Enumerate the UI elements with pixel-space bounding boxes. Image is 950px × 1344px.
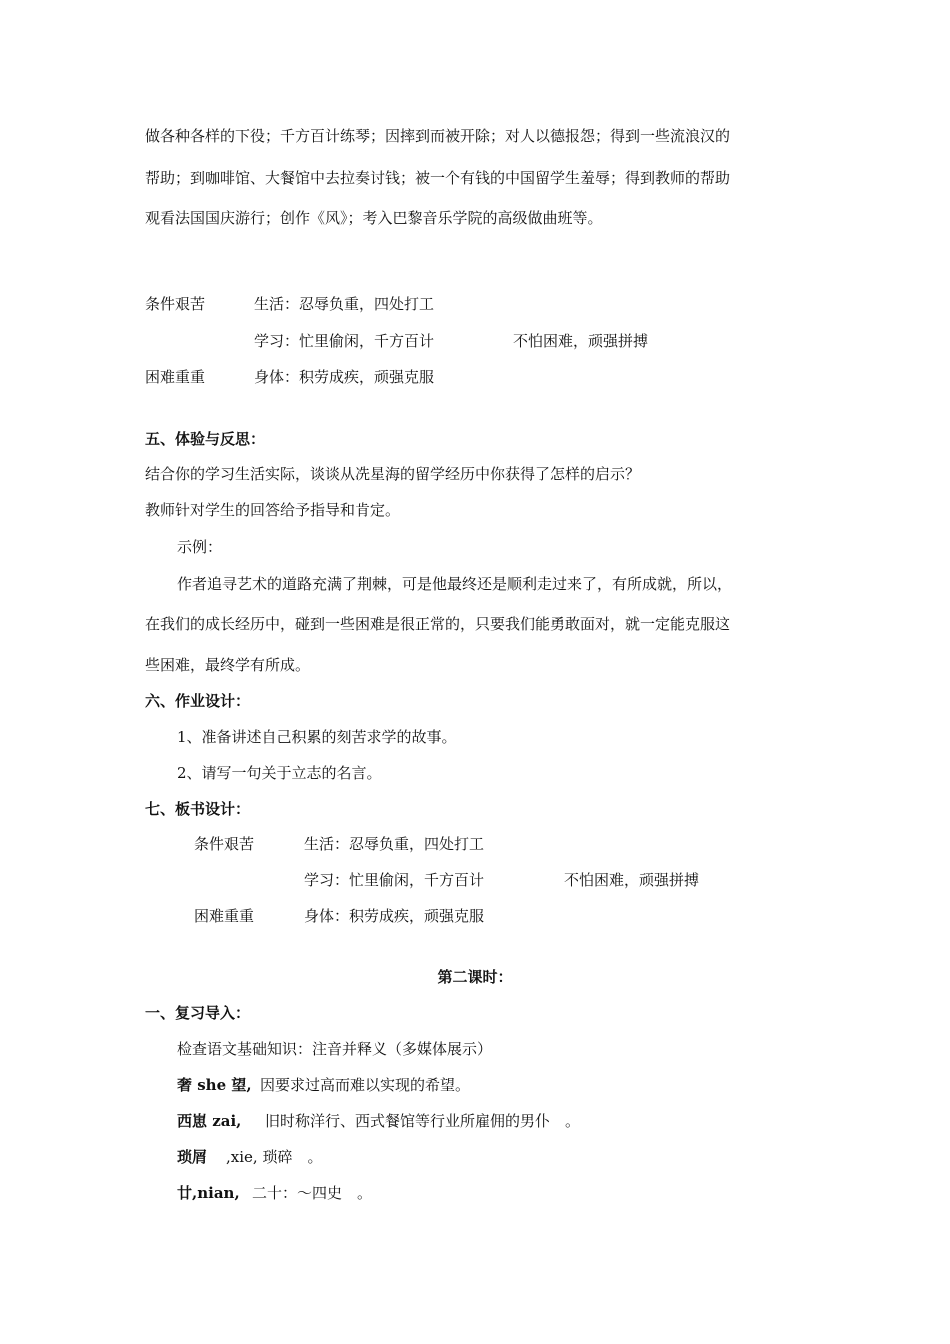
board1-condition-label: 条件艰苦 xyxy=(145,295,206,313)
vocab-term-2: 西崽 zai, xyxy=(177,1112,242,1130)
intro-line-1: 做各种各样的下役；千方百计练琴；因摔到而被开除；对人以德报怨；得到一些流浪汉的 xyxy=(145,127,731,145)
board2-difficulty-label: 困难重重 xyxy=(194,907,255,925)
board1-life: 生活：忍辱负重，四处打工 xyxy=(254,295,435,313)
vocab-def-4: 二十：～四史 。 xyxy=(252,1184,373,1202)
section5-example-label: 示例： xyxy=(177,538,223,556)
vocab-term-3: 琐屑 xyxy=(177,1148,208,1166)
section6-title: 六、作业设计： xyxy=(145,692,251,710)
lesson2-heading: 第二课时： xyxy=(437,968,513,986)
board1-difficulty-label: 困难重重 xyxy=(145,368,206,386)
vocab-def-3: ,xie, 琐碎 。 xyxy=(226,1148,323,1166)
section6-item-2: 2、请写一句关于立志的名言。 xyxy=(177,764,382,782)
section5-example-line-2: 在我们的成长经历中，碰到一些困难是很正常的，只要我们能勇敢面对，就一定能克服这 xyxy=(145,615,731,633)
vocab-term-4: 廿,nian, xyxy=(177,1184,240,1202)
board2-life: 生活：忍辱负重，四处打工 xyxy=(304,835,485,853)
intro-line-3: 观看法国国庆游行；创作《风》；考入巴黎音乐学院的高级做曲班等。 xyxy=(145,209,603,227)
intro-line-2: 帮助；到咖啡馆、大餐馆中去拉奏讨钱；被一个有钱的中国留学生羞辱；得到教师的帮助 xyxy=(145,169,731,187)
section6-item-1: 1、准备讲述自己积累的刻苦求学的故事。 xyxy=(177,728,457,746)
section5-example-line-1: 作者追寻艺术的道路充满了荆棘，可是他最终还是顺利走过来了，有所成就，所以， xyxy=(177,575,733,593)
board1-body: 身体：积劳成疾，顽强克服 xyxy=(254,368,435,386)
vocab-term-1: 奢 she 望, xyxy=(177,1076,252,1094)
board1-study: 学习：忙里偷闲，千方百计 xyxy=(254,332,435,350)
vocab-def-1: 因要求过高而难以实现的希望。 xyxy=(260,1076,471,1094)
board2-condition-label: 条件艰苦 xyxy=(194,835,255,853)
board2-study: 学习：忙里偷闲，千方百计 xyxy=(304,871,485,889)
section5-title: 五、体验与反思： xyxy=(145,430,266,448)
section5-example-line-3: 些困难，最终学有所成。 xyxy=(145,656,311,674)
board2-body: 身体：积劳成疾，顽强克服 xyxy=(304,907,485,925)
section5-question: 结合你的学习生活实际，谈谈从冼星海的留学经历中你获得了怎样的启示？ xyxy=(145,465,641,483)
section7-title: 七、板书设计： xyxy=(145,800,251,818)
vocab-def-2: 旧时称洋行、西式餐馆等行业所雇佣的男仆 。 xyxy=(265,1112,581,1130)
board2-result: 不怕困难，顽强拼搏 xyxy=(564,871,700,889)
section5-teacher-note: 教师针对学生的回答给予指导和肯定。 xyxy=(145,501,401,519)
review-section-title: 一、复习导入： xyxy=(145,1004,251,1022)
review-instruction: 检查语文基础知识：注音并释义（多媒体展示） xyxy=(177,1040,493,1058)
board1-result: 不怕困难，顽强拼搏 xyxy=(513,332,649,350)
